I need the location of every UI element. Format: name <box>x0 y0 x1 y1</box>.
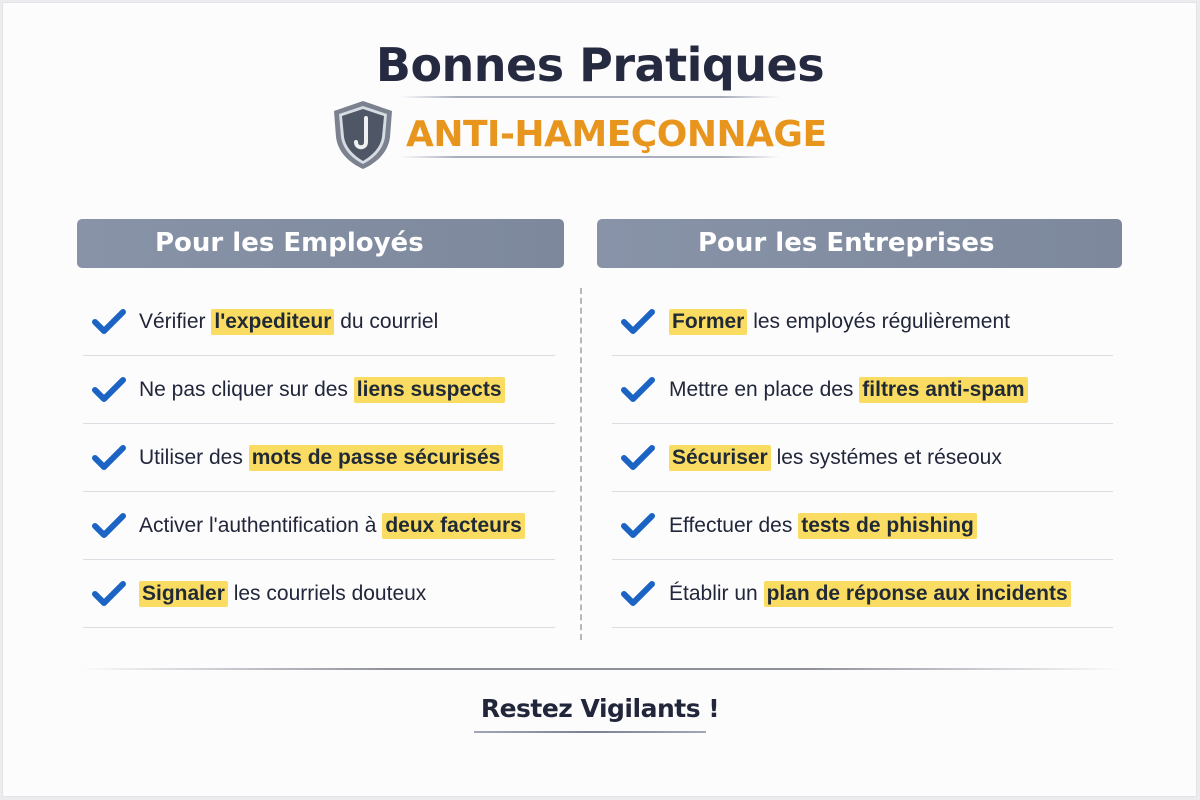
list-item <box>83 288 555 356</box>
item-text: les systémes et réseoux <box>770 445 1002 469</box>
subtitle-divider <box>400 156 780 158</box>
page-subtitle: ANTI-HAMEÇONNAGE <box>406 114 827 155</box>
check-icon <box>620 443 656 473</box>
page-title: Bonnes Pratiques <box>375 38 825 92</box>
item-text: Établir un <box>669 581 764 605</box>
column-divider <box>580 288 582 640</box>
shield-hook-icon <box>330 99 396 171</box>
title-divider <box>400 96 780 98</box>
check-icon <box>620 511 656 541</box>
footer-divider <box>80 668 1120 670</box>
check-icon <box>91 579 127 609</box>
item-text: Activer l'authentification à <box>139 513 383 537</box>
check-icon <box>620 307 656 337</box>
list-item <box>612 424 1113 492</box>
item-highlight: Signaler <box>139 581 228 607</box>
list-item <box>612 356 1113 424</box>
list-item <box>83 424 555 492</box>
subtitle-row <box>330 100 827 170</box>
check-icon <box>620 375 656 405</box>
item-highlight: Sécuriser <box>669 445 771 471</box>
check-icon <box>91 307 127 337</box>
list-item <box>612 560 1113 628</box>
list-item <box>612 288 1113 356</box>
item-highlight: plan de réponse aux incidents <box>764 581 1071 607</box>
list-item <box>612 492 1113 560</box>
item-highlight: liens suspects <box>354 377 505 403</box>
item-text: Ne pas cliquer sur des <box>139 377 354 401</box>
footer-underline <box>474 731 706 733</box>
item-highlight: mots de passe sécurisés <box>249 445 504 471</box>
item-highlight: l'expediteur <box>211 309 334 335</box>
list-item <box>83 356 555 424</box>
item-text: du courriel <box>334 309 439 333</box>
item-text: les employés régulièrement <box>747 309 1010 333</box>
employees-list <box>83 288 555 628</box>
item-text: les courriels douteux <box>227 581 427 605</box>
item-text: Mettre en place des <box>669 377 860 401</box>
check-icon <box>620 579 656 609</box>
footer-slogan: Restez Vigilants ! <box>480 694 720 723</box>
check-icon <box>91 375 127 405</box>
column-heading-companies: Pour les Entreprises <box>597 219 1122 268</box>
item-text: Effectuer des <box>669 513 799 537</box>
item-highlight: Former <box>669 309 747 335</box>
list-item <box>83 492 555 560</box>
item-highlight: deux facteurs <box>382 513 525 539</box>
companies-list <box>612 288 1113 628</box>
column-heading-employees: Pour les Employés <box>77 219 564 268</box>
check-icon <box>91 511 127 541</box>
item-highlight: filtres anti-spam <box>859 377 1027 403</box>
check-icon <box>91 443 127 473</box>
item-highlight: tests de phishing <box>798 513 977 539</box>
list-item <box>83 560 555 628</box>
item-text: Utiliser des <box>139 445 249 469</box>
item-text: Vérifier <box>139 309 212 333</box>
